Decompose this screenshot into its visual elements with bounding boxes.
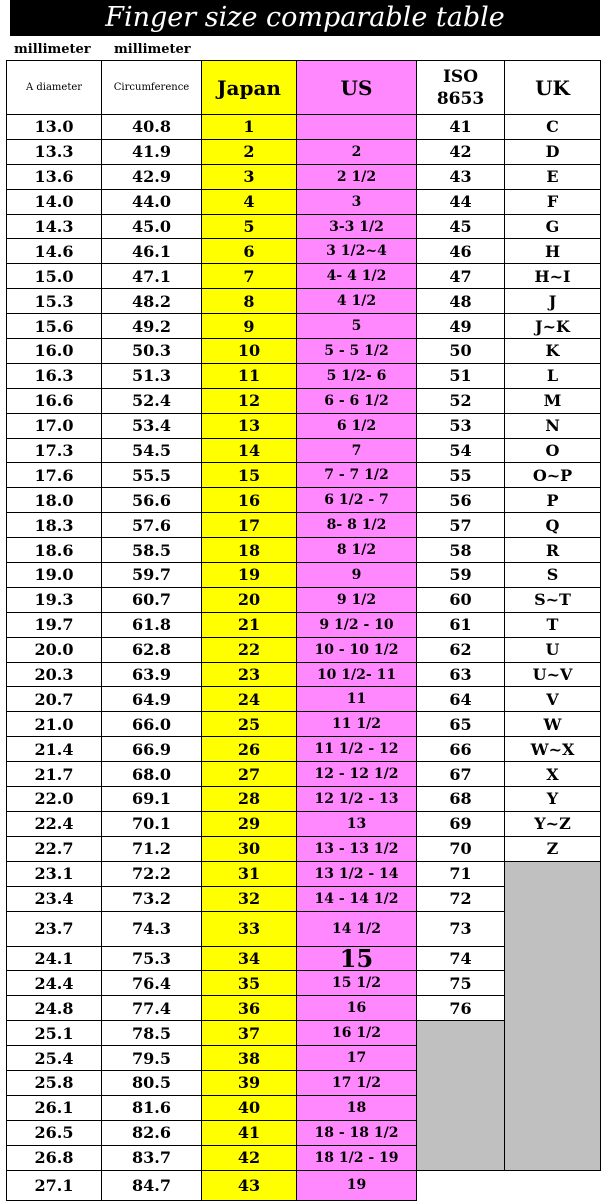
diameter-cell: 19.3 [7, 588, 102, 613]
uk-size-cell: K [505, 339, 601, 364]
circumference-cell: 59.7 [102, 563, 202, 588]
us-size-cell: 8 1/2 [297, 538, 417, 563]
diameter-cell: 26.5 [7, 1121, 102, 1146]
uk-size-cell: G [505, 215, 601, 240]
diameter-cell: 25.8 [7, 1071, 102, 1096]
japan-size-cell: 12 [202, 389, 297, 414]
circumference-cell: 83.7 [102, 1146, 202, 1171]
japan-size-cell: 22 [202, 638, 297, 663]
circumference-cell: 70.1 [102, 812, 202, 837]
iso-size-cell: 74 [417, 947, 505, 972]
header-us: US [297, 61, 417, 115]
iso-size-cell: 55 [417, 463, 505, 488]
uk-size-cell: Y [505, 787, 601, 812]
diameter-cell: 20.3 [7, 663, 102, 688]
circumference-unit-label: millimeter [114, 42, 191, 57]
us-size-cell: 3 1/2~4 [297, 239, 417, 264]
japan-size-cell: 33 [202, 912, 297, 947]
diameter-cell: 23.4 [7, 887, 102, 912]
iso-empty-area [417, 1021, 505, 1170]
japan-size-cell: 36 [202, 996, 297, 1021]
us-size-cell: 7 - 7 1/2 [297, 463, 417, 488]
diameter-cell: 15.6 [7, 314, 102, 339]
header-iso: ISO 8653 [417, 61, 505, 115]
us-size-cell: 10 - 10 1/2 [297, 638, 417, 663]
japan-size-cell: 24 [202, 687, 297, 712]
uk-size-cell: L [505, 364, 601, 389]
us-size-cell: 18 1/2 - 19 [297, 1146, 417, 1171]
iso-size-cell: 72 [417, 887, 505, 912]
circumference-cell: 73.2 [102, 887, 202, 912]
uk-size-cell: H~I [505, 264, 601, 289]
diameter-cell: 27.1 [7, 1171, 102, 1201]
uk-size-cell: Q [505, 513, 601, 538]
diameter-cell: 14.3 [7, 215, 102, 240]
diameter-cell: 22.4 [7, 812, 102, 837]
japan-size-cell: 4 [202, 190, 297, 215]
us-size-cell: 9 1/2 [297, 588, 417, 613]
iso-size-cell: 60 [417, 588, 505, 613]
diameter-cell: 23.7 [7, 912, 102, 947]
japan-size-cell: 1 [202, 115, 297, 140]
japan-size-cell: 11 [202, 364, 297, 389]
japan-size-cell: 19 [202, 563, 297, 588]
diameter-cell: 21.0 [7, 712, 102, 737]
iso-size-cell: 42 [417, 140, 505, 165]
uk-size-cell: E [505, 165, 601, 190]
iso-size-cell: 76 [417, 996, 505, 1021]
circumference-cell: 69.1 [102, 787, 202, 812]
us-size-cell: 11 1/2 - 12 [297, 737, 417, 762]
circumference-cell: 60.7 [102, 588, 202, 613]
diameter-cell: 21.4 [7, 737, 102, 762]
japan-size-cell: 34 [202, 947, 297, 972]
us-size-cell [297, 115, 417, 140]
circumference-cell: 74.3 [102, 912, 202, 947]
uk-size-cell: U [505, 638, 601, 663]
circumference-cell: 53.4 [102, 414, 202, 439]
uk-size-cell: M [505, 389, 601, 414]
japan-size-cell: 20 [202, 588, 297, 613]
us-size-cell: 18 [297, 1096, 417, 1121]
us-size-cell: 17 [297, 1046, 417, 1071]
circumference-cell: 40.8 [102, 115, 202, 140]
iso-size-cell: 54 [417, 439, 505, 464]
japan-size-cell: 10 [202, 339, 297, 364]
japan-size-cell: 3 [202, 165, 297, 190]
circumference-cell: 54.5 [102, 439, 202, 464]
size-table [6, 60, 601, 1201]
circumference-cell: 58.5 [102, 538, 202, 563]
iso-size-cell: 65 [417, 712, 505, 737]
circumference-cell: 84.7 [102, 1171, 202, 1201]
japan-size-cell: 15 [202, 463, 297, 488]
header-uk: UK [505, 61, 601, 115]
japan-size-cell: 38 [202, 1046, 297, 1071]
diameter-cell: 13.3 [7, 140, 102, 165]
uk-size-cell: S [505, 563, 601, 588]
us-size-cell: 15 1/2 [297, 971, 417, 996]
japan-size-cell: 7 [202, 264, 297, 289]
uk-size-cell: X [505, 762, 601, 787]
diameter-cell: 22.0 [7, 787, 102, 812]
iso-size-cell: 68 [417, 787, 505, 812]
iso-size-cell: 57 [417, 513, 505, 538]
uk-size-cell: V [505, 687, 601, 712]
diameter-cell: 19.0 [7, 563, 102, 588]
japan-size-cell: 8 [202, 289, 297, 314]
diameter-cell: 23.1 [7, 862, 102, 887]
japan-size-cell: 39 [202, 1071, 297, 1096]
us-size-cell: 13 - 13 1/2 [297, 837, 417, 862]
iso-size-cell: 51 [417, 364, 505, 389]
uk-size-cell: J~K [505, 314, 601, 339]
uk-size-cell: N [505, 414, 601, 439]
japan-size-cell: 5 [202, 215, 297, 240]
diameter-cell: 13.0 [7, 115, 102, 140]
diameter-cell: 17.3 [7, 439, 102, 464]
us-size-cell: 16 [297, 996, 417, 1021]
us-size-cell: 12 - 12 1/2 [297, 762, 417, 787]
diameter-cell: 20.0 [7, 638, 102, 663]
diameter-cell: 16.3 [7, 364, 102, 389]
diameter-cell: 15.0 [7, 264, 102, 289]
circumference-cell: 75.3 [102, 947, 202, 972]
us-size-cell: 11 1/2 [297, 712, 417, 737]
uk-size-cell: S~T [505, 588, 601, 613]
circumference-cell: 55.5 [102, 463, 202, 488]
diameter-cell: 20.7 [7, 687, 102, 712]
japan-size-cell: 41 [202, 1121, 297, 1146]
diameter-cell: 24.8 [7, 996, 102, 1021]
diameter-cell: 14.6 [7, 239, 102, 264]
iso-size-cell: 43 [417, 165, 505, 190]
us-size-cell: 16 1/2 [297, 1021, 417, 1046]
header-diameter: A diameter [7, 61, 102, 115]
diameter-cell: 25.4 [7, 1046, 102, 1071]
iso-size-cell: 48 [417, 289, 505, 314]
us-size-cell: 13 1/2 - 14 [297, 862, 417, 887]
diameter-cell: 24.1 [7, 947, 102, 972]
circumference-cell: 79.5 [102, 1046, 202, 1071]
diameter-cell: 17.6 [7, 463, 102, 488]
japan-size-cell: 9 [202, 314, 297, 339]
iso-size-cell: 58 [417, 538, 505, 563]
us-size-cell: 3 [297, 190, 417, 215]
diameter-cell: 18.0 [7, 488, 102, 513]
us-size-cell: 15 [297, 947, 417, 972]
us-size-cell: 9 1/2 - 10 [297, 613, 417, 638]
circumference-cell: 57.6 [102, 513, 202, 538]
japan-size-cell: 37 [202, 1021, 297, 1046]
japan-size-cell: 26 [202, 737, 297, 762]
japan-size-cell: 2 [202, 140, 297, 165]
japan-size-cell: 32 [202, 887, 297, 912]
japan-size-cell: 14 [202, 439, 297, 464]
us-size-cell: 14 - 14 1/2 [297, 887, 417, 912]
us-size-cell: 19 [297, 1171, 417, 1201]
us-size-cell: 9 [297, 563, 417, 588]
iso-size-cell: 67 [417, 762, 505, 787]
iso-size-cell: 44 [417, 190, 505, 215]
diameter-cell: 14.0 [7, 190, 102, 215]
us-size-cell: 6 1/2 - 7 [297, 488, 417, 513]
us-size-cell: 3-3 1/2 [297, 215, 417, 240]
uk-size-cell: H [505, 239, 601, 264]
circumference-cell: 76.4 [102, 971, 202, 996]
circumference-cell: 45.0 [102, 215, 202, 240]
circumference-cell: 47.1 [102, 264, 202, 289]
us-size-cell: 13 [297, 812, 417, 837]
table-title: Finger size comparable table [10, 0, 600, 36]
japan-size-cell: 6 [202, 239, 297, 264]
uk-size-cell: D [505, 140, 601, 165]
diameter-cell: 26.1 [7, 1096, 102, 1121]
iso-size-cell: 63 [417, 663, 505, 688]
japan-size-cell: 13 [202, 414, 297, 439]
iso-size-cell: 46 [417, 239, 505, 264]
circumference-cell: 63.9 [102, 663, 202, 688]
circumference-cell: 68.0 [102, 762, 202, 787]
iso-size-cell: 69 [417, 812, 505, 837]
iso-size-cell: 62 [417, 638, 505, 663]
iso-size-cell: 71 [417, 862, 505, 887]
uk-size-cell: C [505, 115, 601, 140]
iso-size-cell: 56 [417, 488, 505, 513]
iso-size-cell: 59 [417, 563, 505, 588]
japan-size-cell: 18 [202, 538, 297, 563]
us-size-cell: 5 - 5 1/2 [297, 339, 417, 364]
iso-size-cell: 53 [417, 414, 505, 439]
us-size-cell: 4- 4 1/2 [297, 264, 417, 289]
japan-size-cell: 21 [202, 613, 297, 638]
uk-size-cell: O [505, 439, 601, 464]
japan-size-cell: 29 [202, 812, 297, 837]
us-size-cell: 10 1/2- 11 [297, 663, 417, 688]
uk-size-cell: W~X [505, 737, 601, 762]
japan-size-cell: 40 [202, 1096, 297, 1121]
diameter-cell: 24.4 [7, 971, 102, 996]
us-size-cell: 2 1/2 [297, 165, 417, 190]
japan-size-cell: 23 [202, 663, 297, 688]
us-size-cell: 14 1/2 [297, 912, 417, 947]
diameter-cell: 19.7 [7, 613, 102, 638]
uk-size-cell: F [505, 190, 601, 215]
us-size-cell: 6 1/2 [297, 414, 417, 439]
circumference-cell: 52.4 [102, 389, 202, 414]
us-size-cell: 5 [297, 314, 417, 339]
uk-size-cell: Y~Z [505, 812, 601, 837]
diameter-cell: 16.6 [7, 389, 102, 414]
header-circumference: Circumference [102, 61, 202, 115]
circumference-cell: 82.6 [102, 1121, 202, 1146]
diameter-cell: 13.6 [7, 165, 102, 190]
circumference-cell: 61.8 [102, 613, 202, 638]
japan-size-cell: 25 [202, 712, 297, 737]
iso-size-cell: 50 [417, 339, 505, 364]
japan-size-cell: 28 [202, 787, 297, 812]
circumference-cell: 80.5 [102, 1071, 202, 1096]
us-size-cell: 8- 8 1/2 [297, 513, 417, 538]
iso-size-cell: 52 [417, 389, 505, 414]
circumference-cell: 49.2 [102, 314, 202, 339]
uk-size-cell: J [505, 289, 601, 314]
iso-size-cell: 41 [417, 115, 505, 140]
us-size-cell: 11 [297, 687, 417, 712]
circumference-cell: 42.9 [102, 165, 202, 190]
diameter-cell: 16.0 [7, 339, 102, 364]
us-size-cell: 18 - 18 1/2 [297, 1121, 417, 1146]
uk-size-cell: U~V [505, 663, 601, 688]
iso-size-cell: 64 [417, 687, 505, 712]
circumference-cell: 46.1 [102, 239, 202, 264]
diameter-cell: 22.7 [7, 837, 102, 862]
circumference-cell: 66.9 [102, 737, 202, 762]
japan-size-cell: 35 [202, 971, 297, 996]
iso-size-cell: 73 [417, 912, 505, 947]
circumference-cell: 71.2 [102, 837, 202, 862]
iso-size-cell: 75 [417, 971, 505, 996]
uk-size-cell: W [505, 712, 601, 737]
us-size-cell: 12 1/2 - 13 [297, 787, 417, 812]
japan-size-cell: 43 [202, 1171, 297, 1201]
iso-size-cell: 61 [417, 613, 505, 638]
uk-size-cell: P [505, 488, 601, 513]
circumference-cell: 81.6 [102, 1096, 202, 1121]
iso-size-cell: 49 [417, 314, 505, 339]
diameter-cell: 15.3 [7, 289, 102, 314]
circumference-cell: 72.2 [102, 862, 202, 887]
us-size-cell: 7 [297, 439, 417, 464]
japan-size-cell: 30 [202, 837, 297, 862]
uk-size-cell: R [505, 538, 601, 563]
japan-size-cell: 42 [202, 1146, 297, 1171]
iso-size-cell: 66 [417, 737, 505, 762]
circumference-cell: 66.0 [102, 712, 202, 737]
diameter-cell: 21.7 [7, 762, 102, 787]
us-size-cell: 5 1/2- 6 [297, 364, 417, 389]
circumference-cell: 77.4 [102, 996, 202, 1021]
circumference-cell: 44.0 [102, 190, 202, 215]
circumference-cell: 56.6 [102, 488, 202, 513]
uk-empty-area [505, 862, 601, 1171]
uk-size-cell: T [505, 613, 601, 638]
circumference-cell: 62.8 [102, 638, 202, 663]
japan-size-cell: 16 [202, 488, 297, 513]
diameter-cell: 25.1 [7, 1021, 102, 1046]
diameter-cell: 17.0 [7, 414, 102, 439]
circumference-cell: 50.3 [102, 339, 202, 364]
us-size-cell: 17 1/2 [297, 1071, 417, 1096]
iso-size-cell: 70 [417, 837, 505, 862]
circumference-cell: 64.9 [102, 687, 202, 712]
uk-size-cell: Z [505, 837, 601, 862]
diameter-cell: 18.6 [7, 538, 102, 563]
circumference-cell: 51.3 [102, 364, 202, 389]
diameter-unit-label: millimeter [14, 42, 91, 57]
us-size-cell: 6 - 6 1/2 [297, 389, 417, 414]
diameter-cell: 26.8 [7, 1146, 102, 1171]
japan-size-cell: 17 [202, 513, 297, 538]
header-japan: Japan [202, 61, 297, 115]
circumference-cell: 48.2 [102, 289, 202, 314]
iso-size-cell: 47 [417, 264, 505, 289]
japan-size-cell: 31 [202, 862, 297, 887]
us-size-cell: 4 1/2 [297, 289, 417, 314]
japan-size-cell: 27 [202, 762, 297, 787]
us-size-cell: 2 [297, 140, 417, 165]
circumference-cell: 41.9 [102, 140, 202, 165]
iso-size-cell: 45 [417, 215, 505, 240]
circumference-cell: 78.5 [102, 1021, 202, 1046]
uk-size-cell: O~P [505, 463, 601, 488]
diameter-cell: 18.3 [7, 513, 102, 538]
